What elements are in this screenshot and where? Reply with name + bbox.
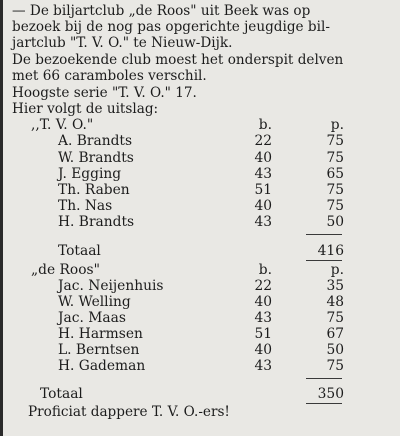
table-row	[0, 278, 400, 295]
team2-col-p: p.	[330, 262, 344, 278]
player-p: 50	[326, 214, 344, 230]
player-p: 65	[326, 166, 344, 182]
sum-rule	[306, 403, 342, 404]
intro-line-5: met 66 caramboles verschil.	[12, 68, 207, 84]
total-label: Totaal	[58, 243, 101, 259]
team2-total: 350	[317, 386, 344, 402]
team1-total-row	[0, 243, 400, 260]
player-name: H. Brandts	[58, 214, 135, 230]
table-row	[0, 150, 400, 167]
player-name: J. Egging	[58, 166, 122, 182]
player-name: W. Welling	[58, 294, 131, 310]
intro-line-3: jartclub "T. V. O." te Nieuw-Dijk.	[12, 35, 233, 51]
table-row	[0, 294, 400, 311]
player-p: 48	[326, 294, 344, 310]
player-b: 40	[254, 342, 272, 358]
intro-line-4: De bezoekende club moest het onderspit delven	[12, 52, 344, 68]
table-row	[0, 182, 400, 199]
player-name: Jac. Maas	[58, 310, 126, 326]
total-label: Totaal	[40, 386, 83, 402]
player-b: 51	[254, 326, 272, 342]
team2-col-b: b.	[258, 262, 272, 278]
sum-rule	[306, 234, 342, 235]
intro-line-1: — De biljartclub „de Roos" uit Beek was op	[12, 3, 311, 19]
player-name: Jac. Neijenhuis	[58, 278, 164, 294]
table-row	[0, 358, 400, 375]
team1-name: ,,T. V. O."	[31, 117, 94, 133]
player-b: 43	[254, 310, 272, 326]
player-name: H. Harmsen	[58, 326, 143, 342]
player-p: 35	[326, 278, 344, 294]
team1-col-b: b.	[258, 117, 272, 133]
table-row	[0, 310, 400, 327]
team1-total: 416	[317, 243, 344, 259]
table-row	[0, 133, 400, 150]
player-p: 50	[326, 342, 344, 358]
player-b: 43	[254, 358, 272, 374]
player-p: 75	[326, 358, 344, 374]
team2-total-row	[0, 386, 400, 403]
team1-header	[0, 117, 400, 134]
intro-line-7: Hier volgt de uitslag:	[12, 101, 159, 117]
table-row	[0, 166, 400, 183]
team2-header	[0, 262, 400, 279]
table-row	[0, 214, 400, 231]
table-row	[0, 342, 400, 359]
team2-name: „de Roos"	[31, 262, 100, 278]
player-b: 22	[254, 133, 272, 149]
table-row	[0, 326, 400, 343]
player-p: 75	[326, 150, 344, 166]
player-p: 75	[326, 133, 344, 149]
player-b: 43	[254, 166, 272, 182]
player-p: 75	[326, 310, 344, 326]
intro-line-2: bezoek bij de nog pas opgerichte jeugdige bil-	[12, 19, 330, 35]
player-name: H. Gademan	[58, 358, 146, 374]
player-name: W. Brandts	[58, 150, 134, 166]
player-b: 40	[254, 294, 272, 310]
table-row	[0, 198, 400, 215]
player-name: Th. Raben	[58, 182, 130, 198]
player-name: L. Berntsen	[58, 342, 140, 358]
player-b: 40	[254, 150, 272, 166]
player-name: Th. Nas	[58, 198, 113, 214]
player-name: A. Brandts	[58, 133, 133, 149]
player-p: 67	[326, 326, 344, 342]
intro-line-6: Hoogste serie "T. V. O." 17.	[12, 85, 197, 101]
sum-rule	[306, 260, 342, 261]
closing-line: Proficiat dappere T. V. O.-ers!	[28, 404, 230, 420]
player-p: 75	[326, 198, 344, 214]
player-b: 51	[254, 182, 272, 198]
player-p: 75	[326, 182, 344, 198]
sum-rule	[306, 378, 342, 379]
team1-col-p: p.	[330, 117, 344, 133]
player-b: 40	[254, 198, 272, 214]
player-b: 43	[254, 214, 272, 230]
player-b: 22	[254, 278, 272, 294]
